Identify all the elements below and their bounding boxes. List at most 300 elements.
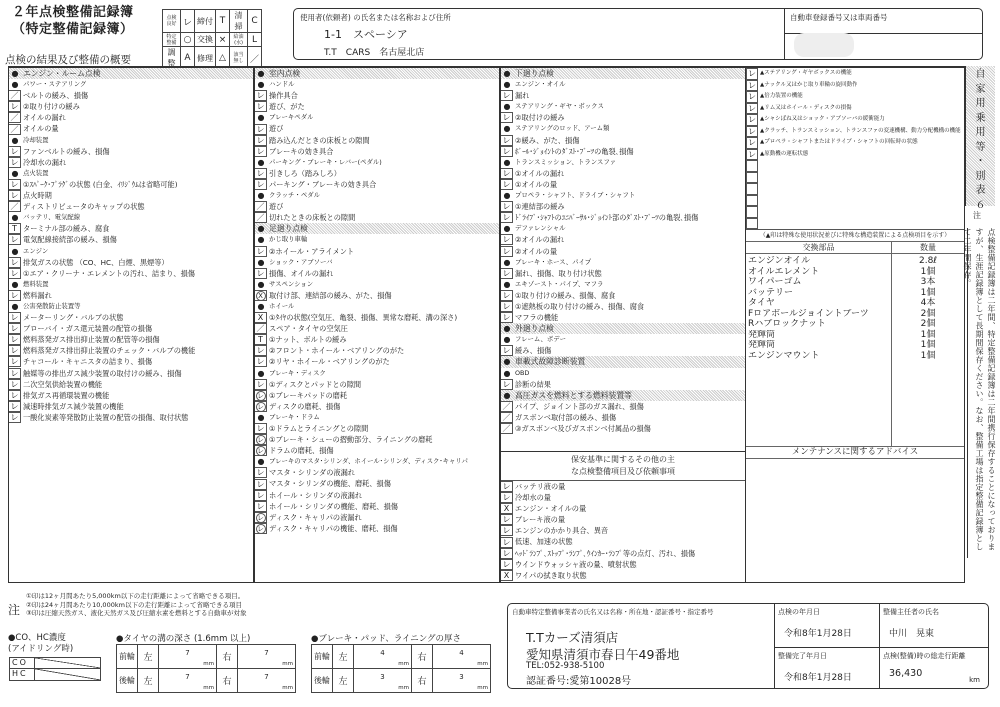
check-mark-box[interactable] [746, 195, 758, 207]
item-text: ①オイルの量 [515, 179, 558, 189]
check-mark-box[interactable]: レ [501, 481, 513, 492]
check-mark-box[interactable]: レ [501, 201, 513, 212]
check-item [501, 412, 745, 423]
check-mark-box[interactable]: レ [748, 115, 756, 124]
check-mark-box[interactable]: ／ [501, 412, 513, 423]
item-text: 燃料蒸発ガス排出抑止装置の配管等の損傷 [23, 335, 160, 345]
subsection-heading [9, 279, 253, 290]
check-item [255, 179, 499, 190]
item-text: 公害発散防止装置等 [23, 301, 81, 310]
check-mark-box[interactable]: レ [255, 401, 267, 412]
check-mark-box[interactable]: レ [255, 434, 267, 445]
item-text: 足廻り点検 [269, 224, 308, 234]
part-name: 発輝筒 [748, 340, 776, 350]
check-item [746, 149, 964, 161]
check-item [255, 345, 499, 356]
check-mark-box[interactable]: ／ [255, 201, 267, 212]
legend-label: 修理 [195, 47, 216, 70]
item-text: ▲倍力装置の機能 [760, 93, 803, 100]
item-text: ②フロント・ホイール・ベアリングのがた [269, 346, 405, 356]
special-note: （▲印は特殊な使用状況並びに特殊な構造装置による点検項目を示す） [746, 229, 964, 241]
legend-symbol: L [248, 33, 262, 47]
check-item [746, 126, 964, 138]
check-mark-box[interactable]: レ [9, 146, 21, 157]
check-mark-box[interactable]: T [9, 223, 21, 234]
check-item [255, 146, 499, 157]
check-item [501, 268, 745, 279]
subsection-heading [9, 79, 253, 90]
item-text: プロペラ・シャフト、ドライブ・シャフト [515, 191, 636, 200]
check-mark-box[interactable]: レ [255, 268, 267, 279]
item-text: 外廻り点検 [515, 324, 554, 334]
check-mark-box[interactable]: レ [748, 138, 756, 147]
bullet-icon: ● [257, 69, 265, 78]
part-qty: 1個 [920, 350, 936, 361]
item-text: ①エア・クリーナ・エレメントの汚れ、詰まり、損傷 [23, 268, 195, 278]
check-item [501, 201, 745, 212]
item-text: ②取り付けの緩み [23, 102, 80, 112]
check-mark-box[interactable]: ／ [255, 212, 267, 223]
item-text: ディストリビュータのキャップの状態 [23, 202, 145, 212]
check-mark-box[interactable]: レ [255, 345, 267, 356]
check-mark-box[interactable]: X [501, 570, 513, 581]
advice-area[interactable] [746, 459, 964, 529]
item-text: ▲リム又はホイール・ディスクの損傷 [760, 104, 852, 111]
summary-heading: 点検の結果及び整備の概要 [5, 54, 131, 66]
check-item [501, 168, 745, 179]
check-mark-box[interactable]: レ [255, 523, 267, 534]
subsection-heading [501, 368, 745, 379]
subsection-heading [501, 157, 745, 168]
item-text: エンジン・オイル [515, 80, 566, 89]
item-text: ブレーキ・ホース、パイプ [515, 257, 592, 266]
mileage-label: 点検(整備)時の総走行距離 [883, 652, 966, 660]
item-text: トランスミッション、トランスファ [515, 157, 616, 166]
part-name: ワイパーゴム [748, 277, 802, 287]
item-text: 冷却水の漏れ [23, 157, 67, 167]
check-mark-box[interactable]: レ [255, 512, 267, 523]
sidebar-note-text: 点検整備記録簿は二年間、特定整備記録簿は二年間携行保存することになっておりますが、生涯記録簿として長期間保存ください。なお、整備工場は指定整備記録簿として二年間保存。 [967, 228, 997, 558]
item-text: エキゾースト・パイプ、マフラ [515, 279, 604, 288]
check-mark-box[interactable]: レ [255, 445, 267, 456]
check-item [9, 356, 253, 367]
shop-name: T.Tカーズ清須店 [526, 630, 619, 645]
item-text: パーキング・ブレーキ・レバー(ペダル) [269, 157, 382, 166]
item-text: ベルトの緩み、損傷 [23, 91, 89, 101]
check-mark-box[interactable]: レ [748, 126, 756, 136]
check-mark-box[interactable]: レ [501, 301, 513, 312]
check-item [9, 379, 253, 390]
check-mark-box[interactable]: レ [255, 179, 267, 190]
bullet-icon: ● [257, 113, 265, 123]
co-hc-table: CO HC [9, 657, 101, 681]
check-mark-box[interactable]: レ [255, 124, 267, 135]
part-name: エンジンマウント [748, 350, 820, 361]
check-mark-box[interactable]: レ [748, 103, 756, 113]
parts-header: 交換部品 数量 [746, 241, 964, 254]
bullet-icon: ● [503, 224, 511, 234]
subsection-heading [9, 212, 253, 223]
item-text: ①連結部の緩み [515, 202, 565, 212]
check-mark-box[interactable]: レ [255, 146, 267, 157]
bullet-icon: ● [257, 80, 265, 90]
bullet-icon: ● [503, 257, 511, 267]
check-mark-box[interactable]: レ [255, 501, 267, 512]
check-mark-box[interactable]: レ [501, 514, 513, 525]
item-text: 冷却装置 [23, 135, 49, 144]
bullet-icon: ● [503, 157, 511, 167]
check-item [255, 135, 499, 146]
title-line1: ２年点検整備記録簿 [12, 5, 134, 20]
item-text: OBD [515, 368, 530, 377]
subsection-heading [9, 135, 253, 146]
check-mark-box[interactable] [746, 206, 758, 218]
bullet-icon: ● [503, 80, 511, 90]
check-item [255, 268, 499, 279]
check-item [501, 503, 745, 514]
check-mark-box[interactable]: ／ [9, 124, 21, 135]
check-mark-box[interactable]: レ [9, 101, 21, 112]
tire-front-right[interactable]: 7 mm [238, 645, 296, 669]
subsection-heading [9, 168, 253, 179]
item-text: 触媒等の排出ガス減少装置の取付けの緩み、損傷 [23, 368, 182, 378]
part-qty: 1個 [920, 340, 936, 350]
check-mark-box[interactable]: レ [748, 92, 756, 101]
check-item [501, 312, 745, 323]
bullet-icon: ● [257, 235, 265, 245]
check-mark-box[interactable]: レ [501, 548, 513, 559]
check-mark-box[interactable]: レ [501, 179, 513, 190]
item-text: ディスク・キャリパの機能、磨耗、損傷 [269, 523, 398, 533]
item-text: ショック・アブソーバ [269, 257, 333, 266]
part-name: Rハブロックナット [748, 319, 826, 329]
check-item [501, 146, 745, 157]
check-item [255, 523, 499, 534]
check-item [9, 179, 253, 190]
check-item [255, 334, 499, 345]
item-text: エンジン [23, 246, 49, 255]
co-value[interactable] [35, 658, 100, 668]
tire-rear-left[interactable]: 7 mm [159, 669, 217, 693]
check-mark-box[interactable]: レ [9, 345, 21, 356]
check-item [501, 481, 745, 492]
bullet-icon: ● [257, 157, 265, 167]
inspection-date: 令和8年1月28日 [784, 629, 852, 639]
check-mark-box[interactable]: レ [9, 257, 21, 268]
check-item [501, 548, 745, 559]
check-item [501, 290, 745, 301]
column-special-parts [746, 66, 965, 583]
item-text: ハンドル [269, 80, 295, 89]
check-mark-box[interactable]: レ [501, 212, 513, 223]
check-item [255, 356, 499, 367]
check-mark-box[interactable]: レ [501, 559, 513, 570]
column-engine-room [8, 66, 254, 583]
check-mark-box[interactable]: レ [255, 467, 267, 478]
section-heading [255, 68, 499, 79]
shop-cert: 認証番号:愛第10028号 [526, 676, 632, 687]
check-mark-box[interactable]: レ [9, 334, 21, 345]
owner-box [293, 8, 983, 60]
other-items-box [500, 451, 746, 583]
item-text: ②緩み、がた、損傷 [515, 135, 580, 145]
item-text: ①ブレーキパッドの磨耗 [269, 390, 348, 400]
bullet-icon: ● [503, 279, 511, 289]
item-text: ファンベルトの緩み、損傷 [23, 146, 110, 156]
check-mark-box[interactable]: レ [255, 490, 267, 501]
check-mark-box[interactable]: レ [748, 149, 756, 159]
item-text: パワー・ステアリング [23, 80, 87, 89]
check-mark-box[interactable]: ／ [255, 323, 267, 334]
item-text: ﾎﾞｰﾙ･ｼﾞｮｲﾝﾄのﾀﾞｽﾄ･ﾌﾞｰﾂの亀裂､損傷 [515, 146, 634, 156]
check-mark-box[interactable]: レ [501, 312, 513, 323]
item-text: 低速、加速の状態 [515, 537, 573, 547]
check-mark-box[interactable]: レ [501, 234, 513, 245]
subsection-heading [255, 456, 499, 467]
item-text: ディスクの磨耗、損傷 [269, 401, 341, 411]
check-item [746, 91, 964, 103]
item-text: バッテリ液の量 [515, 482, 566, 491]
check-mark-box[interactable]: レ [501, 537, 513, 548]
item-text: オイルの漏れ [23, 113, 66, 123]
subsection-heading [501, 334, 745, 345]
item-text: ガスボンベ取付部の緩み、損傷 [515, 412, 617, 422]
check-item [501, 234, 745, 245]
check-mark-box[interactable]: レ [501, 290, 513, 301]
item-text: 診断の結果 [515, 379, 551, 389]
check-mark-box[interactable]: レ [255, 479, 267, 490]
other-items-header: 保安基準に関するその他の主 な点検整備項目及び依頼事項 [501, 452, 745, 481]
subsection-heading [9, 301, 253, 312]
check-item [255, 379, 499, 390]
check-item [255, 246, 499, 257]
item-text: ワイパの拭き取り状態 [515, 570, 587, 580]
pad-rear-right[interactable]: 3 mm [433, 669, 491, 693]
subsection-heading [255, 157, 499, 168]
bullet-icon: ● [503, 335, 511, 345]
item-text: ▲原動機の運転状態 [760, 150, 809, 157]
check-mark-box[interactable]: ／ [9, 201, 21, 212]
item-text: ブローバイ・ガス還元装置の配管の損傷 [23, 324, 153, 334]
check-mark-box[interactable]: レ [9, 268, 21, 279]
check-item [9, 390, 253, 401]
check-mark-box[interactable]: X [501, 503, 513, 514]
subsection-heading [9, 246, 253, 257]
item-text: 高圧ガスを燃料とする燃料装置等 [515, 390, 632, 400]
check-mark-box[interactable]: レ [501, 268, 513, 279]
check-mark-box[interactable]: ／ [501, 423, 513, 434]
check-mark-box[interactable]: レ [9, 179, 21, 190]
check-mark-box[interactable]: レ [748, 69, 756, 78]
check-mark-box[interactable]: レ [255, 356, 267, 367]
footnotes: ①印は12ヶ月間あたり5,000km以下の走行距離によって省略できる項目。 ②印は24ヶ月間あたり10,000km以下の走行距離によって省略できる項目 ③印は圧縮天然ガス、液化天然ガス及び圧縮水素を燃料とする自動車が対象 [26, 592, 247, 617]
check-mark-box[interactable]: レ [255, 168, 267, 179]
check-mark-box[interactable]: レ [9, 390, 21, 401]
item-text: ターミナル部の緩み、腐食 [23, 224, 110, 234]
bullet-icon: ● [11, 80, 19, 90]
check-mark-box[interactable]: ／ [9, 112, 21, 123]
check-item [9, 323, 253, 334]
bullet-icon: ● [503, 357, 511, 367]
item-text: ②ホイール・アライメント [269, 246, 355, 256]
item-text: ﾄﾞﾗｲﾌﾞ･ｼｬﾌﾄのﾕﾆﾊﾞｰｻﾙ･ｼﾞｮｲﾝﾄ部のﾀﾞｽﾄ･ﾌﾞｰﾂの亀裂､損傷 [515, 213, 699, 223]
check-mark-box[interactable]: レ [9, 401, 21, 412]
check-mark-box[interactable]: レ [255, 423, 267, 434]
item-text: 漏れ [515, 91, 530, 101]
legend-symbol: A [181, 47, 195, 70]
check-item [746, 183, 964, 195]
check-mark-box[interactable] [746, 218, 758, 230]
check-item [9, 257, 253, 268]
check-item [255, 101, 499, 112]
subsection-heading [501, 190, 745, 201]
check-mark-box[interactable]: レ [501, 525, 513, 536]
owner-vehicle: 1-1 スペーシア [324, 28, 408, 41]
hc-value[interactable] [35, 669, 100, 680]
check-mark-box[interactable]: レ [255, 90, 267, 101]
shop-label: 自動車特定整備事業者の氏名又は名称・所在地・認証番号・指定番号 [512, 608, 714, 616]
check-mark-box[interactable]: レ [255, 101, 267, 112]
check-mark-box[interactable]: T [255, 334, 267, 345]
subsection-heading [255, 79, 499, 90]
check-item [255, 490, 499, 501]
legend-label: 交換 [195, 33, 216, 47]
completion-date: 令和8年1月28日 [784, 673, 852, 683]
pad-rear-left[interactable]: 3 mm [354, 669, 412, 693]
item-text: エンジンのかかり具合、異音 [515, 526, 609, 536]
inspection-date-label: 点検の年月日 [778, 608, 820, 616]
check-mark-box[interactable]: レ [501, 379, 513, 390]
check-item [746, 218, 964, 230]
check-mark-box[interactable]: レ [9, 190, 21, 201]
legend-symbol: × [216, 33, 230, 47]
item-text: 車載式故障診断装置 [515, 357, 586, 367]
part-name: バッテリー [748, 287, 794, 298]
tire-rear-right[interactable]: 7 mm [238, 669, 296, 693]
item-text: 遊び [269, 124, 284, 134]
check-item [746, 206, 964, 218]
tire-depth-title: ●タイヤの溝の深さ (1.6mm 以上) [116, 634, 251, 644]
check-mark-box[interactable]: レ [501, 492, 513, 503]
subsection-heading [255, 279, 499, 290]
check-mark-box[interactable]: レ [9, 379, 21, 390]
check-mark-box[interactable]: レ [9, 290, 21, 301]
item-text: ホイール [269, 301, 295, 310]
check-mark-box[interactable]: X [255, 290, 267, 301]
check-mark-box[interactable]: レ [501, 135, 513, 146]
co-hc-title: ●CO、HC濃度 (アイドリング時) [8, 633, 74, 654]
bullet-icon: ● [503, 191, 511, 201]
check-mark-box[interactable]: レ [501, 168, 513, 179]
item-text: オイルの量 [23, 124, 59, 134]
item-text: ドラムの磨耗、損傷 [269, 446, 334, 456]
part-qty: 4本 [920, 298, 936, 308]
item-text: 取付け部、連結部の緩み、がた、損傷 [269, 290, 392, 300]
mileage-unit: km [969, 676, 980, 684]
check-item [255, 290, 499, 301]
check-item [9, 101, 253, 112]
check-item [9, 123, 253, 134]
check-mark-box[interactable]: レ [9, 234, 21, 245]
check-item [501, 379, 745, 390]
check-mark-box[interactable]: レ [9, 157, 21, 168]
subsection-heading [255, 412, 499, 423]
item-text: ステアリングのロッド、アーム類 [515, 124, 610, 133]
check-mark-box[interactable]: レ [501, 90, 513, 101]
brake-pad-title: ●ブレーキ・パッド、ライニングの厚さ [311, 634, 462, 644]
legend-symbol: ○ [181, 33, 195, 47]
check-mark-box[interactable]: レ [748, 80, 756, 90]
check-mark-box[interactable] [746, 183, 758, 195]
check-item [255, 478, 499, 489]
check-mark-box[interactable]: レ [255, 135, 267, 146]
check-item [501, 401, 745, 412]
check-item [255, 467, 499, 478]
check-mark-box[interactable] [746, 160, 758, 172]
item-text: ﾍｯﾄﾞﾗﾝﾌﾟ､ｽﾄｯﾌﾟ･ﾗﾝﾌﾟ､ｳｲﾝｶｰ･ﾗﾝﾌﾟ等の点灯、汚れ、損傷 [515, 548, 696, 558]
bullet-icon: ● [257, 457, 265, 467]
check-mark-box[interactable]: レ [255, 246, 267, 257]
check-mark-box[interactable]: レ [9, 368, 21, 379]
check-mark-box[interactable]: レ [9, 412, 21, 423]
item-text: ディスク・キャリパの液漏れ [269, 512, 362, 522]
check-mark-box[interactable]: レ [501, 246, 513, 257]
chief-label: 整備主任者の氏名 [883, 608, 939, 616]
subsection-heading [501, 123, 745, 134]
item-text: ブレーキ・ディスク [269, 368, 326, 377]
check-mark-box[interactable]: ／ [9, 90, 21, 101]
check-item [746, 195, 964, 207]
subsection-heading [501, 79, 745, 90]
item-text: メーターリング・バルブの状態 [23, 313, 124, 323]
check-mark-box[interactable]: レ [9, 323, 21, 334]
check-mark-box[interactable]: レ [501, 112, 513, 123]
check-mark-box[interactable] [746, 172, 758, 184]
check-mark-box[interactable]: X [255, 312, 267, 323]
item-text: ①遮熱板の取り付けの緩み、損傷、腐食 [515, 301, 645, 311]
check-item [255, 312, 499, 323]
item-text: サスペンション [269, 279, 314, 288]
check-mark-box[interactable]: レ [255, 379, 267, 390]
check-mark-box[interactable]: レ [501, 146, 513, 157]
item-text: 点火装置 [23, 168, 49, 177]
item-text: マスタ・シリンダの液漏れ [269, 468, 355, 478]
pad-front-left[interactable]: 4 mm [354, 645, 412, 669]
item-text: ブレーキのマスタ･シリンダ、ホイール･シリンダ、ディスク･キャリパ [269, 457, 468, 466]
shop-box [507, 603, 989, 689]
check-mark-box[interactable]: レ [501, 345, 513, 356]
check-item [746, 172, 964, 184]
check-item [9, 190, 253, 201]
bullet-icon: ● [11, 246, 19, 256]
check-item [255, 390, 499, 401]
completion-date-label: 整備完了年月日 [778, 652, 827, 660]
part-qty: 2個 [920, 308, 936, 319]
item-text: ステアリング・ギヤ・ボックス [515, 102, 604, 111]
item-text: ①ディスクとパッドとの隙間 [269, 379, 362, 389]
pad-front-right[interactable]: 4 mm [433, 645, 491, 669]
check-item [746, 160, 964, 172]
check-mark-box[interactable]: レ [9, 356, 21, 367]
check-mark-box[interactable]: レ [255, 390, 267, 401]
item-text: クラッチ・ペダル [269, 191, 320, 200]
check-mark-box[interactable]: レ [9, 312, 21, 323]
check-mark-box[interactable]: ／ [501, 401, 513, 412]
subsection-heading [255, 301, 499, 312]
title-line2: （特定整備記録簿） [12, 22, 134, 37]
tire-front-left[interactable]: 7 mm [159, 645, 217, 669]
check-item [9, 345, 253, 356]
